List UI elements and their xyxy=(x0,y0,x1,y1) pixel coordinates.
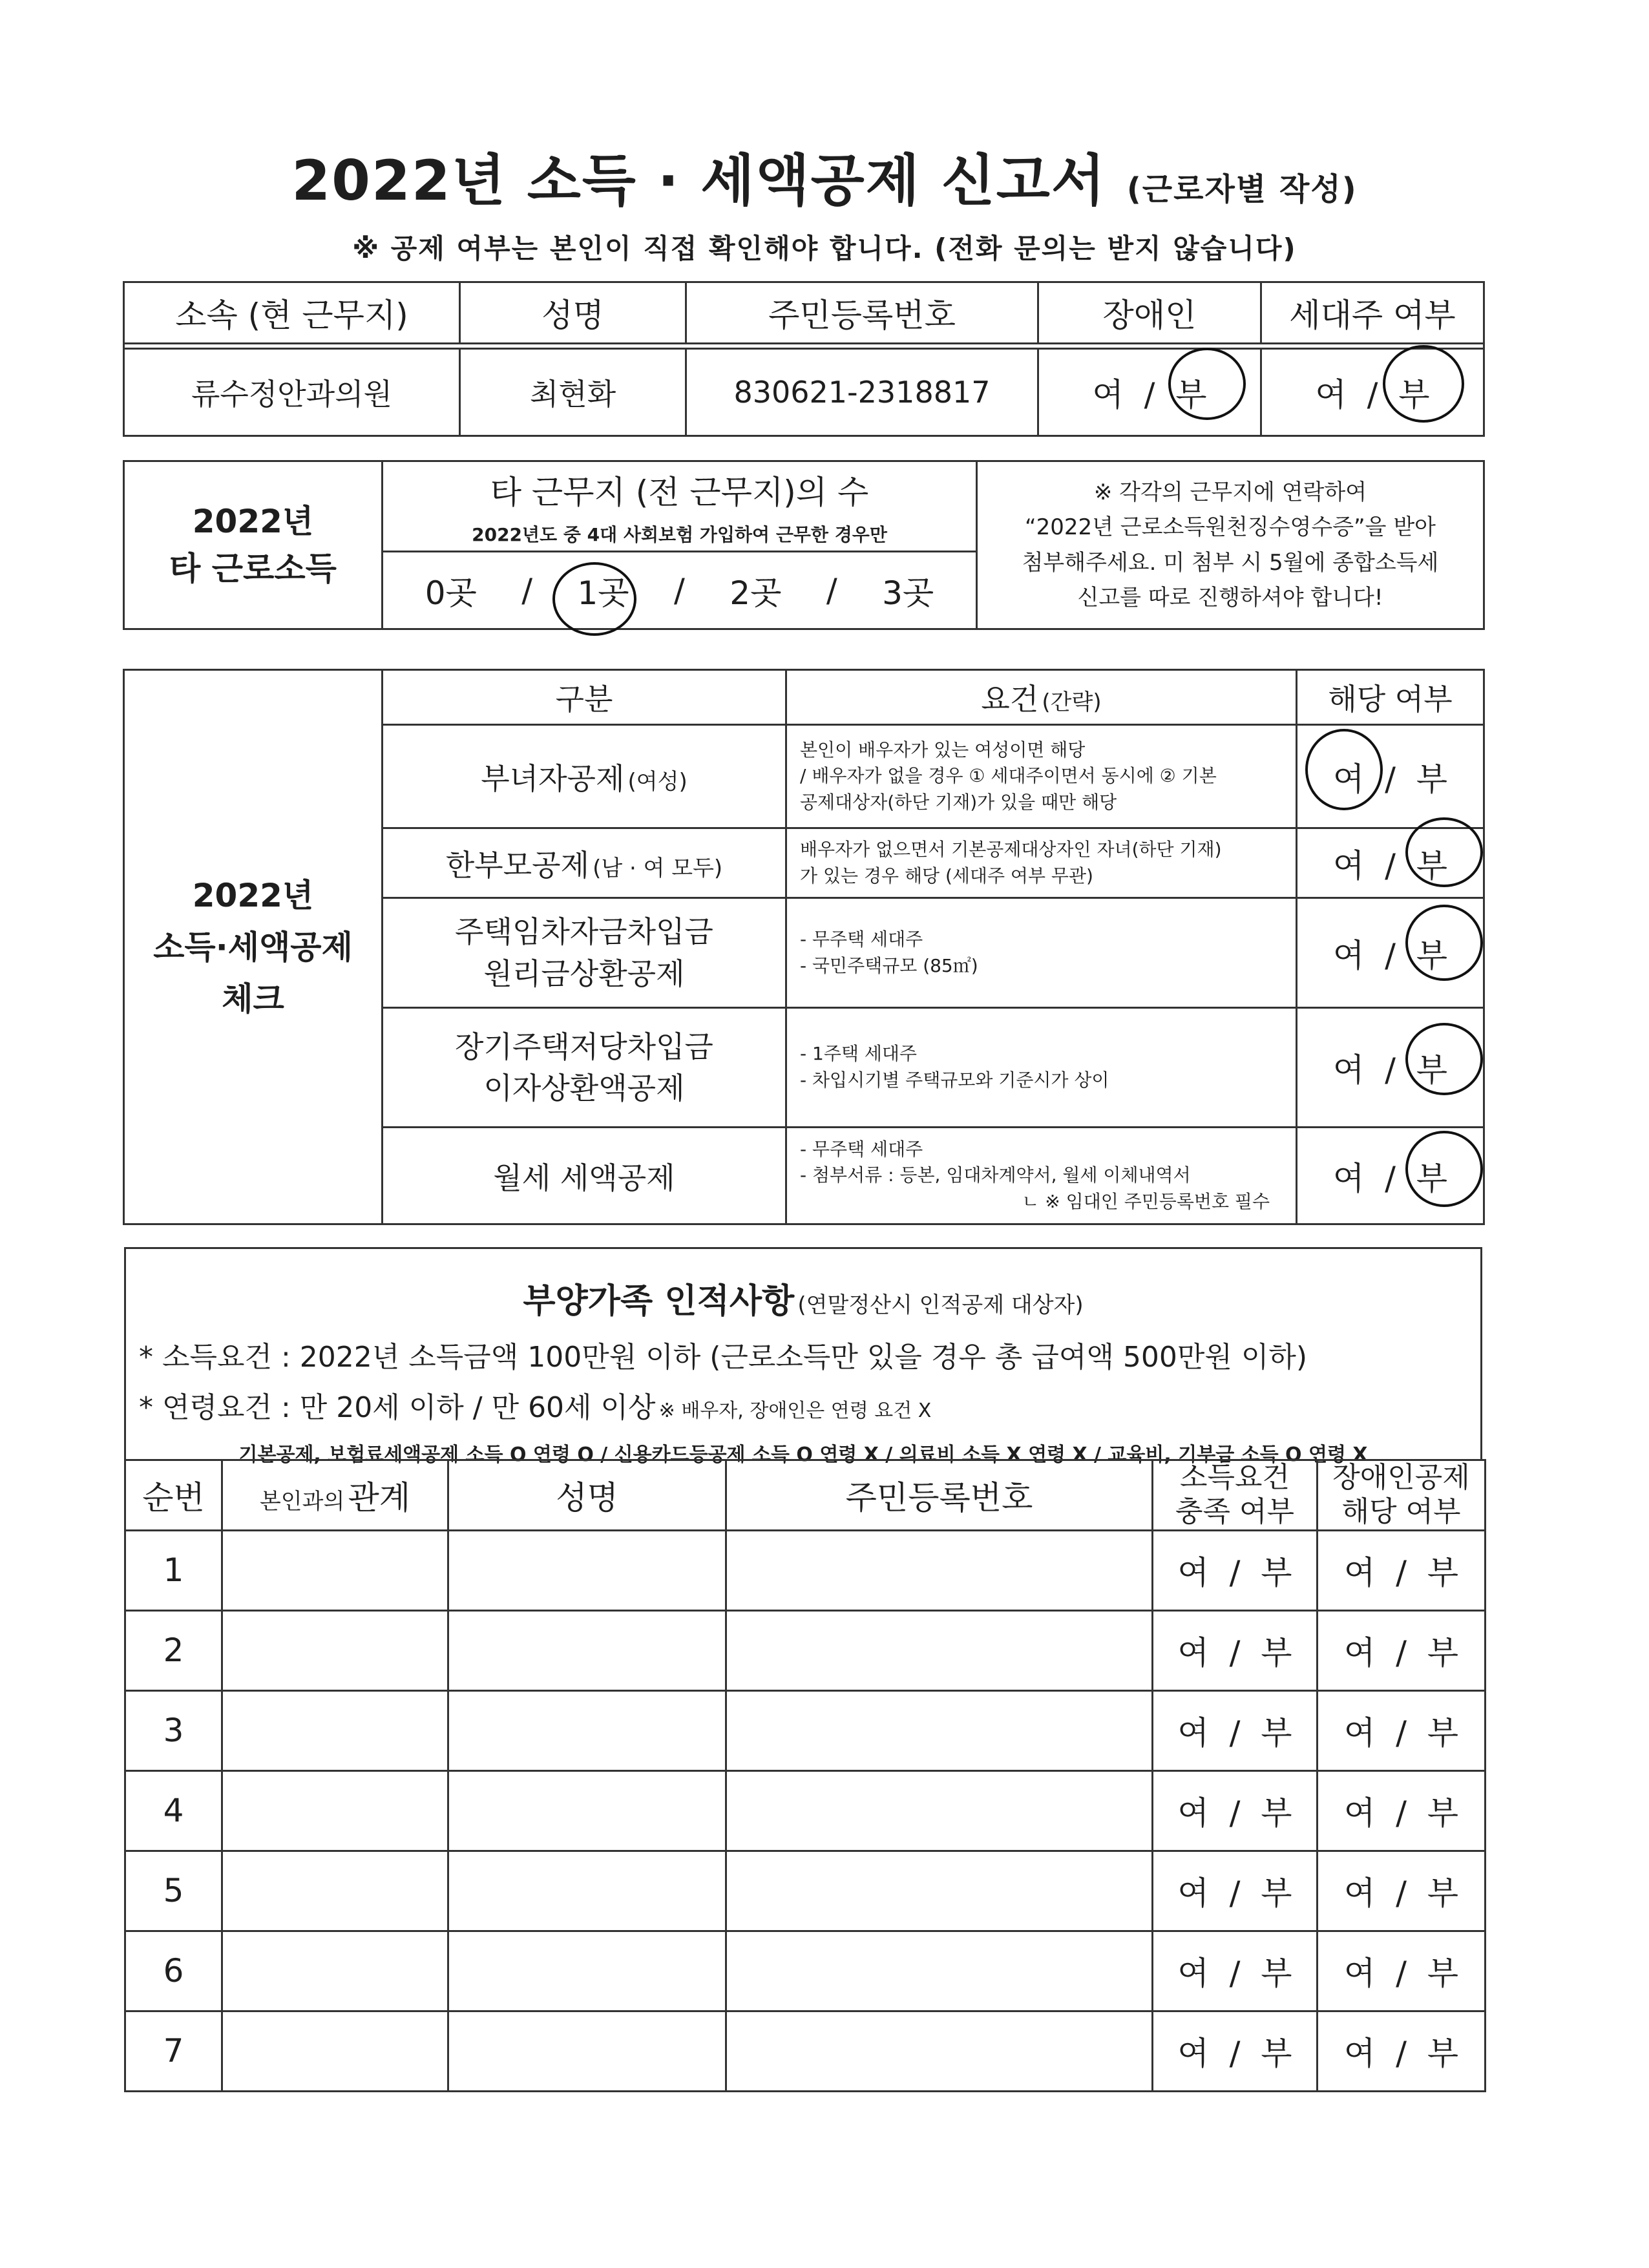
dependent-name-cell[interactable] xyxy=(448,1690,726,1770)
dependent-relationship-cell[interactable] xyxy=(222,1931,448,2011)
deduction-name-text: 한부모공제 xyxy=(445,847,589,883)
requirement-line: 공제대상자(하단 기재)가 있을 때만 해당 xyxy=(800,791,1117,813)
option-1[interactable]: 1곳 xyxy=(577,574,629,612)
deduction-name xyxy=(383,725,786,828)
dependent-disability-choice[interactable]: 여 / 부 xyxy=(1318,1530,1486,1610)
other-income-label xyxy=(124,461,383,629)
selection-circle-one-workplace xyxy=(552,562,636,636)
deduction-requirement xyxy=(786,725,1297,828)
deduction-requirement xyxy=(786,828,1297,898)
deduction-label-line: 소득·세액공제 xyxy=(153,928,353,966)
header-relationship-text: 관계 xyxy=(348,1478,411,1517)
dependent-relationship-cell[interactable] xyxy=(222,1851,448,1931)
dependent-disability-choice[interactable]: 여 / 부 xyxy=(1318,1610,1486,1690)
age-requirement-text: * 연령요건 : 만 20세 이하 / 만 60세 이상 xyxy=(139,1391,656,1424)
deduction-label-line: 2022년 xyxy=(192,876,314,914)
option-0[interactable]: 0곳 xyxy=(425,574,477,612)
header-rrn: 주민등록번호 xyxy=(686,282,1038,344)
rrn-value[interactable]: 830621-2318817 xyxy=(686,349,1038,436)
dependents-table xyxy=(124,1459,1486,2092)
deduction-name-text: 부녀자공제 xyxy=(481,761,625,796)
form-title xyxy=(0,136,1649,216)
workplace-count-options xyxy=(383,552,977,629)
dependent-no: 6 xyxy=(125,1931,222,2011)
requirement-line: 본인이 배우자가 있는 여성이면 해당 xyxy=(800,739,1086,761)
dependent-income-choice[interactable]: 여 / 부 xyxy=(1153,1931,1318,2011)
option-separator: / xyxy=(674,571,685,609)
deduction-name: 장기주택저당차입금 이자상환액공제 xyxy=(383,1008,786,1128)
dependent-name-cell[interactable] xyxy=(448,1770,726,1851)
other-income-header-note: 2022년도 중 4대 사회보험 가입하여 근무한 경우만 xyxy=(472,523,887,545)
dependent-rrn-cell[interactable] xyxy=(726,1770,1153,1851)
dependent-disability-choice[interactable]: 여 / 부 xyxy=(1318,2011,1486,2091)
dependent-rrn-cell[interactable] xyxy=(726,1690,1153,1770)
other-income-header xyxy=(383,461,977,552)
header-category: 구분 xyxy=(383,670,786,725)
dependent-income-choice[interactable]: 여 / 부 xyxy=(1153,2011,1318,2091)
selection-circle-disabled-no xyxy=(1168,348,1246,420)
deduction-name xyxy=(383,828,786,898)
dependent-name-cell[interactable] xyxy=(448,1851,726,1931)
other-income-note-line: ※ 각각의 근무지에 연락하여 xyxy=(1093,479,1367,505)
info-table xyxy=(123,281,1485,437)
dependent-income-choice[interactable]: 여 / 부 xyxy=(1153,1530,1318,1610)
requirement-line: - 무주택 세대주 xyxy=(800,928,923,950)
requirement-line: 배우자가 없으면서 기본공제대상자인 자녀(하단 기재) xyxy=(800,838,1222,860)
dependent-disability-choice[interactable]: 여 / 부 xyxy=(1318,1851,1486,1931)
other-income-table xyxy=(123,460,1485,630)
deduction-summary-note: 기본공제, 보험료세액공제 소득 O 연령 O / 신용카드등공제 소득 O 연령 X / 의료비 소득 X 연령 X / 교육비, 기부금 소득 O 연령 X xyxy=(238,1444,1368,1466)
header-dependent-name: 성명 xyxy=(448,1460,726,1531)
other-income-note-line: 신고를 따로 진행하셔야 합니다! xyxy=(1077,584,1383,611)
householder-choice[interactable]: 여 / 부 xyxy=(1261,349,1484,436)
requirement-line: - 첨부서류 : 등본, 임대차계약서, 월세 이체내역서 xyxy=(800,1164,1191,1186)
age-requirement-exception: ※ 배우자, 장애인은 연령 요건 X xyxy=(658,1400,932,1422)
deduction-table xyxy=(123,669,1485,1225)
dependent-name-cell[interactable] xyxy=(448,2011,726,2091)
deduction-choice[interactable]: 여 / 부 xyxy=(1297,725,1484,828)
dependent-name-cell[interactable] xyxy=(448,1610,726,1690)
header-relationship-note: 본인과의 xyxy=(259,1488,345,1515)
requirement-line: - 국민주택규모 (85㎡) xyxy=(800,954,978,976)
dependents-title-note: (연말정산시 인적공제 대상자) xyxy=(797,1292,1084,1318)
header-relationship xyxy=(222,1460,448,1531)
deduction-name: 월세 세액공제 xyxy=(383,1128,786,1224)
dependent-relationship-cell[interactable] xyxy=(222,1690,448,1770)
requirement-line: - 차입시기별 주택규모와 기준시가 상이 xyxy=(800,1069,1109,1091)
header-no: 순번 xyxy=(125,1460,222,1531)
deduction-choice[interactable]: 여 / 부 xyxy=(1297,1008,1484,1128)
header-workplace: 소속 (현 근무지) xyxy=(124,282,460,344)
dependent-no: 2 xyxy=(125,1610,222,1690)
workplace-value[interactable]: 류수정안과의원 xyxy=(124,349,460,436)
other-income-note xyxy=(977,461,1484,629)
deduction-name: 주택임차자금차입금 원리금상환공제 xyxy=(383,898,786,1008)
dependent-no: 3 xyxy=(125,1690,222,1770)
header-householder: 세대주 여부 xyxy=(1261,282,1484,344)
dependents-title-text: 부양가족 인적사항 xyxy=(523,1282,795,1321)
other-income-label-text: 타 근로소득 xyxy=(169,549,337,587)
other-income-label-year: 2022년 xyxy=(192,503,314,540)
header-disability-deduction: 장애인공제 해당 여부 xyxy=(1318,1460,1486,1531)
selection-circle-householder-no xyxy=(1383,345,1464,423)
income-requirement-note: * 소득요건 : 2022년 소득금액 100만원 이하 (근로소득만 있을 경우 총 급여액 500만원 이하) xyxy=(139,1341,1308,1374)
deduction-label xyxy=(124,670,383,1224)
header-requirement-text: 요건 xyxy=(981,682,1039,717)
deduction-requirement xyxy=(786,1128,1297,1224)
dependent-no: 5 xyxy=(125,1851,222,1931)
header-disabled: 장애인 xyxy=(1038,282,1261,344)
dependent-rrn-cell[interactable] xyxy=(726,1931,1153,2011)
requirement-line: - 1주택 세대주 xyxy=(800,1043,917,1065)
disabled-choice[interactable]: 여 / 부 xyxy=(1038,349,1261,436)
dependent-rrn-cell[interactable] xyxy=(726,1610,1153,1690)
option-3[interactable]: 3곳 xyxy=(882,574,934,612)
dependent-no: 7 xyxy=(125,2011,222,2091)
deduction-name-note: (여성) xyxy=(627,768,688,795)
selection-circle-rent-no xyxy=(1405,1131,1483,1207)
deduction-choice[interactable]: 여 / 부 xyxy=(1297,1128,1484,1224)
header-income-requirement: 소득요건 충족 여부 xyxy=(1153,1460,1318,1531)
deduction-requirement xyxy=(786,1008,1297,1128)
dependent-disability-choice[interactable]: 여 / 부 xyxy=(1318,1690,1486,1770)
deduction-choice[interactable]: 여 / 부 xyxy=(1297,828,1484,898)
option-separator: / xyxy=(521,571,533,609)
option-2[interactable]: 2곳 xyxy=(730,574,782,612)
deduction-choice[interactable]: 여 / 부 xyxy=(1297,898,1484,1008)
deduction-name-note: (남 · 여 모두) xyxy=(593,855,723,881)
dependent-relationship-cell[interactable] xyxy=(222,1610,448,1690)
dependent-name-cell[interactable] xyxy=(448,1931,726,2011)
dependent-income-choice[interactable]: 여 / 부 xyxy=(1153,1851,1318,1931)
deduction-requirement xyxy=(786,898,1297,1008)
option-separator: / xyxy=(826,571,837,609)
header-applies: 해당 여부 xyxy=(1297,670,1484,725)
dependent-income-choice[interactable]: 여 / 부 xyxy=(1153,1610,1318,1690)
form-title-sub: (근로자별 작성) xyxy=(1126,171,1358,207)
dependent-relationship-cell[interactable] xyxy=(222,1530,448,1610)
selection-circle-housing-loan-no xyxy=(1405,905,1483,981)
selection-circle-mortgage-no xyxy=(1405,1023,1483,1095)
header-name: 성명 xyxy=(460,282,686,344)
selection-circle-single-parent-no xyxy=(1405,817,1483,887)
dependent-rrn-cell[interactable] xyxy=(726,2011,1153,2091)
dependent-disability-choice[interactable]: 여 / 부 xyxy=(1318,1770,1486,1851)
dependent-name-cell[interactable] xyxy=(448,1530,726,1610)
dependent-income-choice[interactable]: 여 / 부 xyxy=(1153,1690,1318,1770)
header-requirement xyxy=(786,670,1297,725)
dependent-relationship-cell[interactable] xyxy=(222,1770,448,1851)
other-income-note-line: 첨부해주세요. 미 첨부 시 5월에 종합소득세 xyxy=(1022,549,1439,576)
dependent-relationship-cell[interactable] xyxy=(222,2011,448,2091)
requirement-line: - 무주택 세대주 xyxy=(800,1138,923,1160)
dependents-section xyxy=(124,1247,1482,1466)
age-requirement-note xyxy=(139,1384,1480,1425)
header-requirement-note: (간략) xyxy=(1042,689,1102,715)
dependent-income-choice[interactable]: 여 / 부 xyxy=(1153,1770,1318,1851)
header-dependent-rrn: 주민등록번호 xyxy=(726,1460,1153,1531)
deduction-label-line: 체크 xyxy=(222,980,284,1018)
dependent-rrn-cell[interactable] xyxy=(726,1530,1153,1610)
other-income-note-line: “2022년 근로소득원천징수영수증”을 받아 xyxy=(1024,514,1436,541)
selection-circle-female-yes xyxy=(1305,729,1383,810)
requirement-line: / 배우자가 없을 경우 ① 세대주이면서 동시에 ② 기본 xyxy=(800,765,1217,787)
requirement-line: ㄴ ※ 임대인 주민등록번호 필수 xyxy=(1022,1190,1270,1212)
name-value[interactable]: 최현화 xyxy=(460,349,686,436)
dependents-title xyxy=(126,1274,1480,1322)
dependent-no: 4 xyxy=(125,1770,222,1851)
dependent-disability-choice[interactable]: 여 / 부 xyxy=(1318,1931,1486,2011)
dependent-no: 1 xyxy=(125,1530,222,1610)
requirement-line: 가 있는 경우 해당 (세대주 여부 무관) xyxy=(800,865,1093,887)
form-notice: ※ 공제 여부는 본인이 직접 확인해야 합니다. (전화 문의는 받지 않습니다) xyxy=(352,233,1297,264)
dependent-rrn-cell[interactable] xyxy=(726,1851,1153,1931)
form-title-main: 2022년 소득 · 세액공제 신고서 xyxy=(291,149,1106,213)
other-income-header-title: 타 근무지 (전 근무지)의 수 xyxy=(490,473,869,511)
